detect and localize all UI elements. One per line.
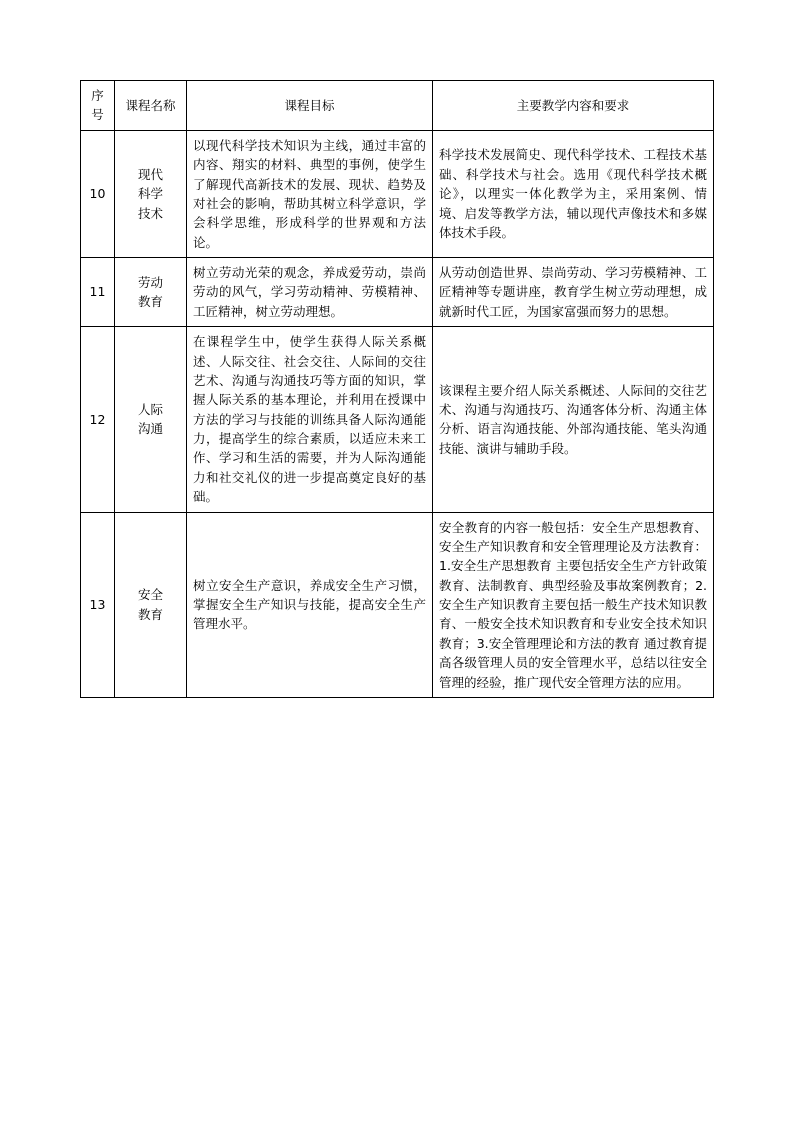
column-header-no-line2: 号 [91,107,104,123]
table-header-row [81,81,714,131]
course-table [80,80,714,698]
course-name-line: 现代 [137,166,163,182]
column-header-course-goal: 课程目标 [187,81,433,131]
column-header-no [81,81,115,131]
course-table-wrapper [80,80,713,698]
course-name-line: 科学 [137,186,163,202]
course-name-line: 劳动 [137,274,163,290]
cell-no: 11 [81,258,115,327]
cell-course-name [115,512,187,697]
cell-requirement: 该课程主要介绍人际关系概述、人际间的交往艺术、沟通与沟通技巧、沟通客体分析、沟通主体分析、语言沟通技能、外部沟通技能、笔头沟通技能、演讲与辅助手段。 [433,327,714,512]
course-name-line: 教育 [137,294,163,310]
cell-course-goal: 树立劳动光荣的观念，养成爱劳动，崇尚劳动的风气，学习劳动精神、劳模精神、工匠精神，树立劳动理想。 [187,258,433,327]
cell-no: 13 [81,512,115,697]
cell-course-name [115,327,187,512]
column-header-course-name: 课程名称 [115,81,187,131]
cell-requirement: 从劳动创造世界、崇尚劳动、学习劳模精神、工匠精神等专题讲座，教育学生树立劳动理想，成就新时代工匠，为国家富强而努力的思想。 [433,258,714,327]
cell-course-goal: 在课程学生中，使学生获得人际关系概述、人际交往、社会交往、人际间的交往艺术、沟通与沟通技巧等方面的知识，掌握人际关系的基本理论，并利用在授课中方法的学习与技能的训练具备人际沟通能力，提高学生的综合素质，以适应未来工作、学习和生活的需要，并为人际沟通能力和社交礼仪的进一步提高奠定良好的基础。 [187,327,433,512]
course-name-line: 安全 [137,587,163,603]
cell-course-name [115,258,187,327]
table-row [81,130,714,257]
cell-course-goal: 以现代科学技术知识为主线，通过丰富的内容、翔实的材料、典型的事例，使学生了解现代高新技术的发展、现状、趋势及对社会的影响，帮助其树立科学意识，学会科学思维，形成科学的世界观和方法论。 [187,130,433,257]
column-header-no-line1: 序 [91,88,104,103]
cell-no: 12 [81,327,115,512]
course-name-line: 沟通 [137,421,163,437]
table-row [81,327,714,512]
cell-requirement: 科学技术发展简史、现代科学技术、工程技术基础、科学技术与社会。选用《现代科学技术概论》，以理实一体化教学为主，采用案例、情境、启发等教学方法，辅以现代声像技术和多媒体技术手段。 [433,130,714,257]
column-header-requirement: 主要教学内容和要求 [433,81,714,131]
cell-course-goal: 树立安全生产意识，养成安全生产习惯，掌握安全生产知识与技能，提高安全生产管理水平。 [187,512,433,697]
cell-course-name [115,130,187,257]
cell-requirement: 安全教育的内容一般包括：安全生产思想教育、安全生产知识教育和安全管理理论及方法教育：1.安全生产思想教育 主要包括安全生产方针政策教育、法制教育、典型经验及事故案例教育；2.安全生产知识教育主要包括一般生产技术知识教育、一般安全技术知识教育和专业安全技术知识教育；3.安全管理理论和方法的教育 通过教育提高各级管理人员的安全管理水平，总结以往安全管理的经验，推广现代安全管理方法的应用。 [433,512,714,697]
course-name-line: 教育 [137,606,163,622]
course-name-line: 人际 [137,401,163,417]
table-row [81,258,714,327]
cell-no: 10 [81,130,115,257]
course-name-line: 技术 [137,205,163,221]
table-row [81,512,714,697]
